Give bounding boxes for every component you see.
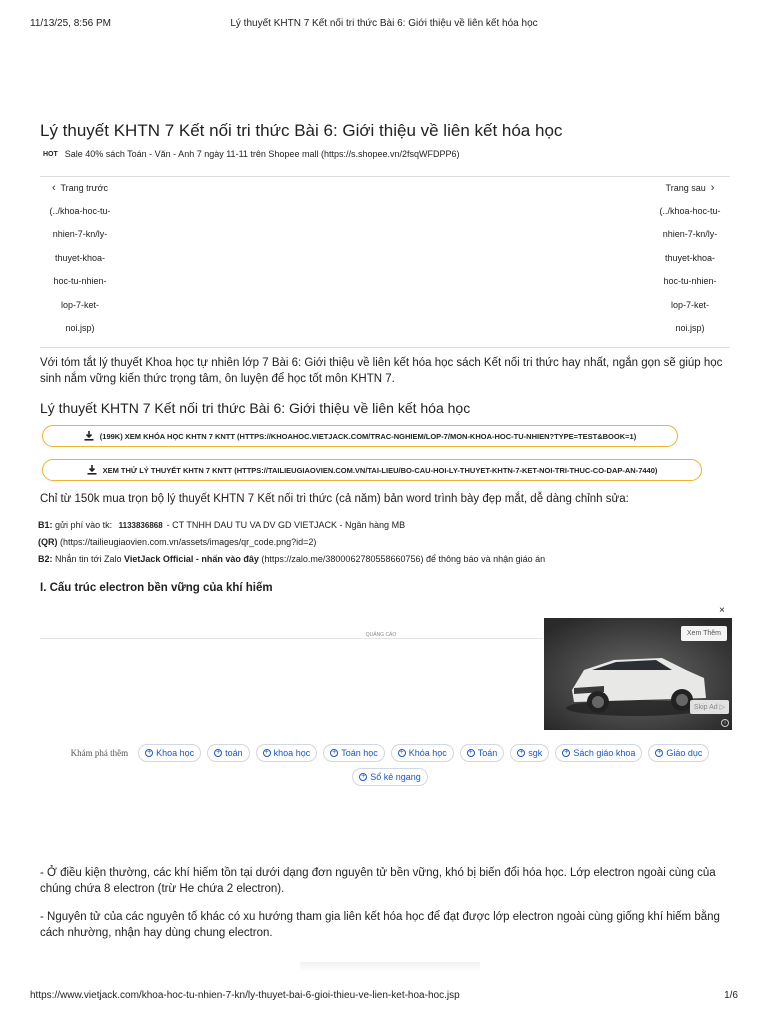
topic-chip-label: Giáo dục	[666, 748, 703, 758]
step-2-text: Nhắn tin tới Zalo	[55, 554, 122, 564]
skip-ad-button[interactable]: Skip Ad ▷	[690, 700, 729, 714]
prev-url-line: thuyet-khoa-	[54, 252, 106, 263]
topic-chip-label: toán	[225, 748, 243, 758]
intro-paragraph: Với tóm tắt lý thuyết Khoa học tự nhiên lớp 7 Bài 6: Giới thiệu về liên kết hóa học sách Kết nối tri thức hay nhất, ngắn gọn sẽ giúp học sinh nắm vững kiến thức trọng tâm, ôn luyện để học tốt môn KHTN 7.	[40, 357, 723, 385]
plus-icon: +	[399, 749, 404, 756]
step-1-rest: - CT TNHH DAU TU VA DV GD VIETJACK - Ngân hàng MB	[166, 520, 406, 530]
ad-info-icon[interactable]: i	[721, 719, 729, 727]
next-url-line: thuyet-khoa-	[664, 252, 716, 263]
page-number: 1/6	[724, 990, 738, 1001]
step-1-label: B1:	[38, 520, 53, 530]
topic-chip[interactable]	[510, 744, 549, 762]
plus-icon: +	[264, 749, 269, 756]
course-button[interactable]	[42, 425, 678, 447]
qr-link[interactable]: (https://tailieugiaovien.com.vn/assets/images/qr_code.png?id=2)	[60, 537, 317, 547]
hot-promo[interactable]	[40, 149, 730, 159]
topic-chip-label: Toán học	[341, 748, 378, 758]
topic-chip[interactable]	[391, 744, 454, 762]
body-paragraph: - Ở điều kiện thường, các khí hiếm tồn tại dưới dạng đơn nguyên tử bền vững, khó bị biến đổi hóa học. Lớp electron ngoài cùng của chúng chứa 8 electron (trừ He chứa 2 electron).	[40, 867, 716, 895]
plus-icon: +	[147, 749, 152, 756]
step-1-text: gửi phí vào tk:	[55, 520, 113, 530]
plus-icon: +	[332, 749, 337, 756]
prev-page-label: Trang trước	[60, 183, 109, 193]
prev-url-line: hoc-tu-nhien-	[53, 276, 107, 287]
ad-cta-button[interactable]: Xem Thêm	[681, 626, 727, 641]
next-url-line: hoc-tu-nhien-	[663, 276, 717, 287]
plus-icon: +	[216, 749, 221, 756]
prev-url-line: noi.jsp)	[65, 323, 95, 334]
topic-chip-label: Khóa học	[408, 748, 447, 758]
preview-button[interactable]	[42, 459, 702, 481]
chevron-right-icon: ›	[710, 182, 715, 194]
subtitle: Lý thuyết KHTN 7 Kết nối tri thức Bài 6: Giới thiệu về liên kết hóa học	[40, 400, 471, 416]
next-url-line: (../khoa-hoc-tu-	[659, 206, 721, 216]
page-title: Lý thuyết KHTN 7 Kết nối tri thức Bài 6: Giới thiệu về liên kết hóa học	[40, 121, 563, 140]
chevron-left-icon: ‹	[51, 182, 56, 194]
prev-url-line: nhien-7-kn/ly-	[52, 229, 108, 240]
plus-icon: +	[519, 749, 524, 756]
hot-promo-link[interactable]: Sale 40% sách Toán - Văn - Anh 7 ngày 11-11 trên Shopee mall (https://s.shopee.vn/2fsqWFDPP6)	[64, 149, 460, 159]
plus-icon: +	[361, 773, 366, 780]
section-heading: I. Cấu trúc electron bền vững của khí hiếm	[40, 582, 273, 594]
explore-label: Khám phá thêm	[70, 748, 129, 758]
download-icon	[87, 465, 97, 475]
topic-chip-label: khoa học	[273, 748, 311, 758]
topic-chip[interactable]	[648, 744, 709, 762]
print-footer	[30, 990, 738, 1004]
topic-chip-label: Sách giáo khoa	[573, 748, 636, 758]
article-content	[40, 120, 730, 594]
body-paragraph: - Nguyên tử của các nguyên tố khác có xu hướng tham gia liên kết hóa học để đạt được lớp electron ngoài cùng giống khí hiếm bằng cách nhường, nhận hay dùng chung electron.	[40, 911, 720, 939]
next-url-line: nhien-7-kn/ly-	[662, 229, 718, 240]
topic-chip[interactable]	[460, 744, 505, 762]
next-page-label: Trang sau	[665, 183, 706, 193]
prev-url-line: lop-7-ket-	[60, 299, 99, 310]
print-url: https://www.vietjack.com/khoa-hoc-tu-nhien-7-kn/ly-thuyet-bai-6-gioi-thieu-ve-lien-ket-hoa-hoc.jsp	[30, 990, 460, 1001]
plus-icon: +	[468, 749, 473, 756]
ad-close-button[interactable]: ×	[719, 605, 725, 616]
plus-icon: +	[657, 749, 662, 756]
explore-more	[40, 744, 740, 786]
ad-divider	[40, 638, 543, 639]
prev-url-line: (../khoa-hoc-tu-	[49, 206, 111, 216]
download-icon	[84, 431, 94, 441]
topic-chip-label: Khoa học	[156, 748, 195, 758]
hot-badge: HOT	[43, 150, 58, 158]
zalo-link[interactable]: VietJack Official - nhấn vào đây	[123, 554, 259, 564]
faded-content	[300, 962, 480, 972]
step-2-label: B2:	[38, 554, 53, 564]
print-title: Lý thuyết KHTN 7 Kết nối tri thức Bài 6: Giới thiệu về liên kết hóa học	[230, 18, 538, 29]
course-button-label: (199K) XEM KHÓA HỌC KHTN 7 KNTT (HTTPS://KHOAHOC.VIETJACK.COM/TRAC-NGHIEM/LOP-7/MON-KHOA-HOC-TU-NHIEN?TYPE=TEST&BOOK=1)	[99, 431, 637, 441]
print-header	[30, 18, 738, 32]
promo-text: Chỉ từ 150k mua trọn bộ lý thuyết KHTN 7 Kết nối tri thức (cả năm) bản word trình bày đẹp mắt, dễ dàng chỉnh sửa:	[40, 493, 629, 505]
ad-label-text: QUẢNG CÁO	[365, 632, 397, 638]
topic-chip[interactable]	[256, 744, 318, 762]
preview-button-label: XEM THỬ LÝ THUYẾT KHTN 7 KNTT (HTTPS://TAILIEUGIAOVIEN.COM.VN/TAI-LIEU/BO-CAU-HOI-LY-THUYET-KHTN-7-KET-NOI-TRI-THUC-CO-DAP-AN-7440)	[102, 465, 658, 475]
topic-chip[interactable]	[207, 744, 250, 762]
video-ad[interactable]	[544, 618, 732, 730]
bank-account: 1133836868	[118, 521, 163, 530]
next-url-line: lop-7-ket-	[670, 299, 709, 310]
payment-instructions	[38, 517, 730, 568]
qr-label: (QR)	[38, 537, 58, 547]
topic-chip-label: sgk	[528, 748, 543, 758]
topic-chip-label: Toán	[477, 748, 498, 758]
topic-chip[interactable]	[138, 744, 201, 762]
prev-page-link[interactable]	[40, 177, 120, 340]
next-page-link[interactable]	[650, 177, 730, 340]
topic-chip[interactable]	[352, 768, 428, 786]
plus-icon: +	[564, 749, 569, 756]
next-url-line: noi.jsp)	[675, 323, 705, 334]
topic-chip-label: Sổ kẻ ngang	[370, 772, 421, 782]
step-2-rest: (https://zalo.me/3800062780558660756) để thông báo và nhận giáo án	[261, 554, 546, 564]
pager	[40, 176, 730, 348]
topic-chip[interactable]	[323, 744, 385, 762]
print-datetime: 11/13/25, 8:56 PM	[30, 18, 111, 29]
topic-chip[interactable]	[555, 744, 642, 762]
